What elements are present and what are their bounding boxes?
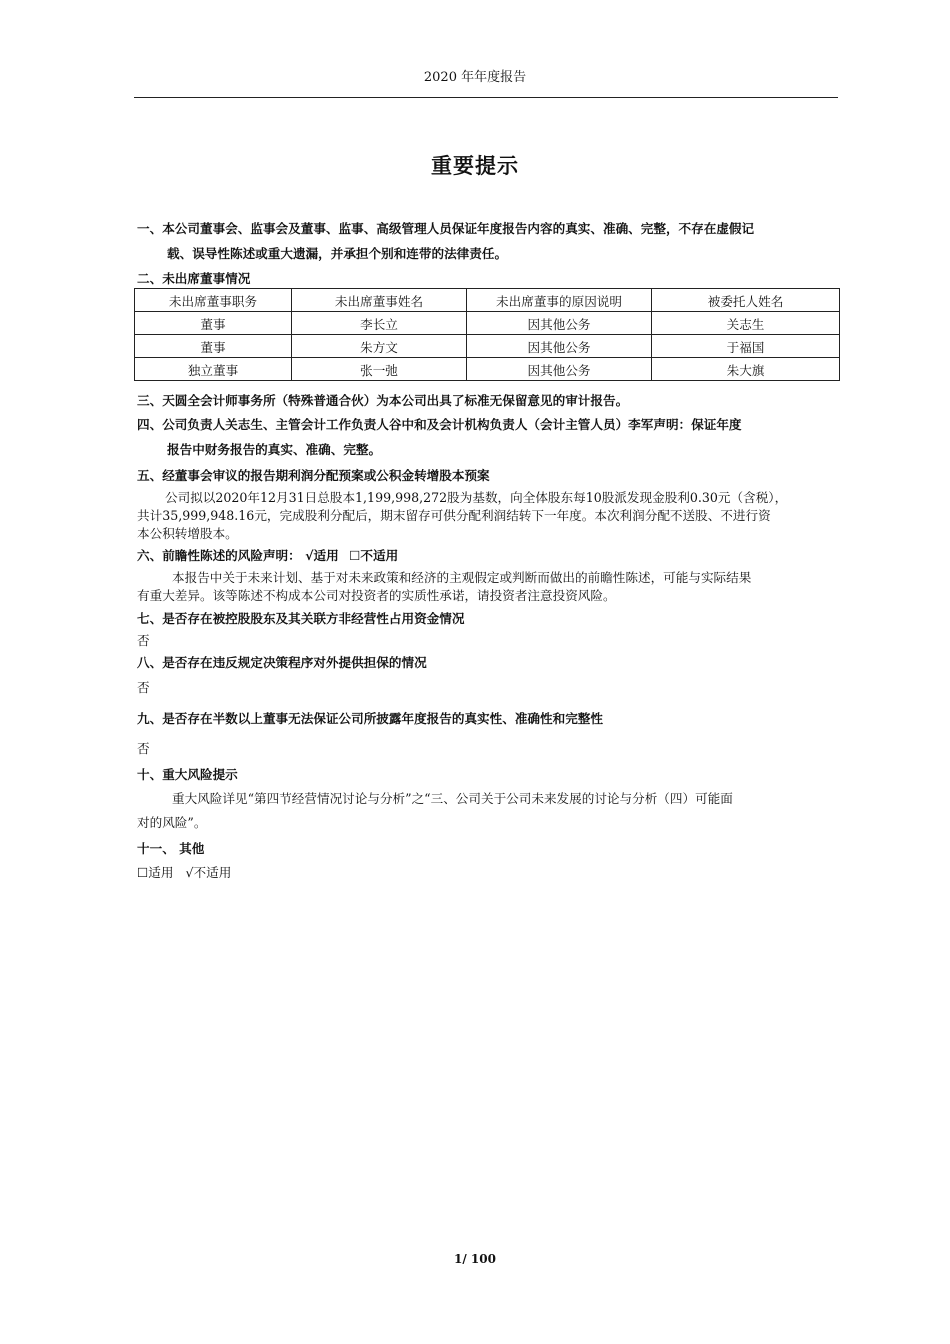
table-row [135,358,840,381]
dividend-text-line-2: 共计35,999,948.16元，完成股利分配后，期末留存可供分配利润结转下一年度。本次利润分配不送股、不进行资 [137,508,771,523]
section-8-heading: 八、是否存在违反规定决策程序对外提供担保的情况 [137,655,427,670]
dividend-text-line-1: 公司拟以2020年12月31日总股本1,199,998,272股为基数，向全体股东每10股派发现金股利0.30元（含税）， [165,490,788,505]
absent-directors-table [134,288,840,381]
column-header: 未出席董事的原因说明 [467,289,652,312]
column-header: 被委托人姓名 [652,289,840,312]
table-cell: 董事 [135,312,292,335]
table-cell: 张一弛 [292,358,467,381]
section-11-heading: 十一、 其他 [137,841,205,856]
table-cell: 于福国 [652,335,840,358]
column-header: 未出席董事职务 [135,289,292,312]
table-cell: 朱方文 [292,335,467,358]
column-header: 未出席董事姓名 [292,289,467,312]
section-6-heading-text: 六、前瞻性陈述的风险声明： [137,548,301,563]
major-risk-line-1: 重大风险详见“第四节经营情况讨论与分析”之“三、公司关于公司未来发展的讨论与分析（四）可能面 [172,791,733,806]
section-4-line-2: 报告中财务报告的真实、准确、完整。 [167,442,382,457]
table-header-row [135,289,840,312]
section-8-answer: 否 [137,680,150,695]
table-cell: 李长立 [292,312,467,335]
table-cell: 朱大旗 [652,358,840,381]
table-cell: 因其他公务 [467,358,652,381]
page-number: 1/ 100 [454,1252,496,1266]
major-risk-line-2: 对的风险”。 [137,815,207,830]
risk-text-line-2: 有重大差异。该等陈述不构成本公司对投资者的实质性承诺，请投资者注意投资风险。 [137,588,616,603]
table-cell: 因其他公务 [467,335,652,358]
table-cell: 独立董事 [135,358,292,381]
section-9-answer: 否 [137,741,150,756]
dividend-text-line-3: 本公积转增股本。 [137,526,238,541]
table-row [135,335,840,358]
table-cell: 关志生 [652,312,840,335]
section-7-answer: 否 [137,633,150,648]
section-4-line-1: 四、公司负责人关志生、主管会计工作负责人谷中和及会计机构负责人（会计主管人员）李军声明：保证年度 [137,417,742,432]
section-2-heading: 二、未出席董事情况 [137,271,251,286]
section-11-options [137,862,231,881]
risk-text-line-1: 本报告中关于未来计划、基于对未来政策和经济的主观假定或判断而做出的前瞻性陈述，可能与实际结果 [172,570,752,585]
not-applicable-checked: √不适用 [185,865,232,880]
section-1-line-2: 载、误导性陈述或重大遗漏，并承担个别和连带的法律责任。 [167,246,508,261]
table-row [135,312,840,335]
applicable-unchecked: ☐适用 [137,865,174,880]
section-6-heading [137,545,398,564]
section-5-heading: 五、经董事会审议的报告期利润分配预案或公积金转增股本预案 [137,468,490,483]
table-cell: 因其他公务 [467,312,652,335]
section-9-heading: 九、是否存在半数以上董事无法保证公司所披露年度报告的真实性、准确性和完整性 [137,711,603,726]
header-rule [134,97,838,98]
section-1-line-1: 一、本公司董事会、监事会及董事、监事、高级管理人员保证年度报告内容的真实、准确、完整，不存在虚假记 [137,221,755,236]
section-3-heading: 三、天圆全会计师事务所（特殊普通合伙）为本公司出具了标准无保留意见的审计报告。 [137,393,629,408]
table-cell: 董事 [135,335,292,358]
running-header: 2020 年年度报告 [423,70,527,85]
section-10-heading: 十、重大风险提示 [137,767,238,782]
section-7-heading: 七、是否存在被控股股东及其关联方非经营性占用资金情况 [137,611,465,626]
not-applicable-unchecked: ☐不适用 [349,548,399,563]
page-title: 重要提示 [431,154,519,178]
applicable-checked: √适用 [305,548,339,563]
